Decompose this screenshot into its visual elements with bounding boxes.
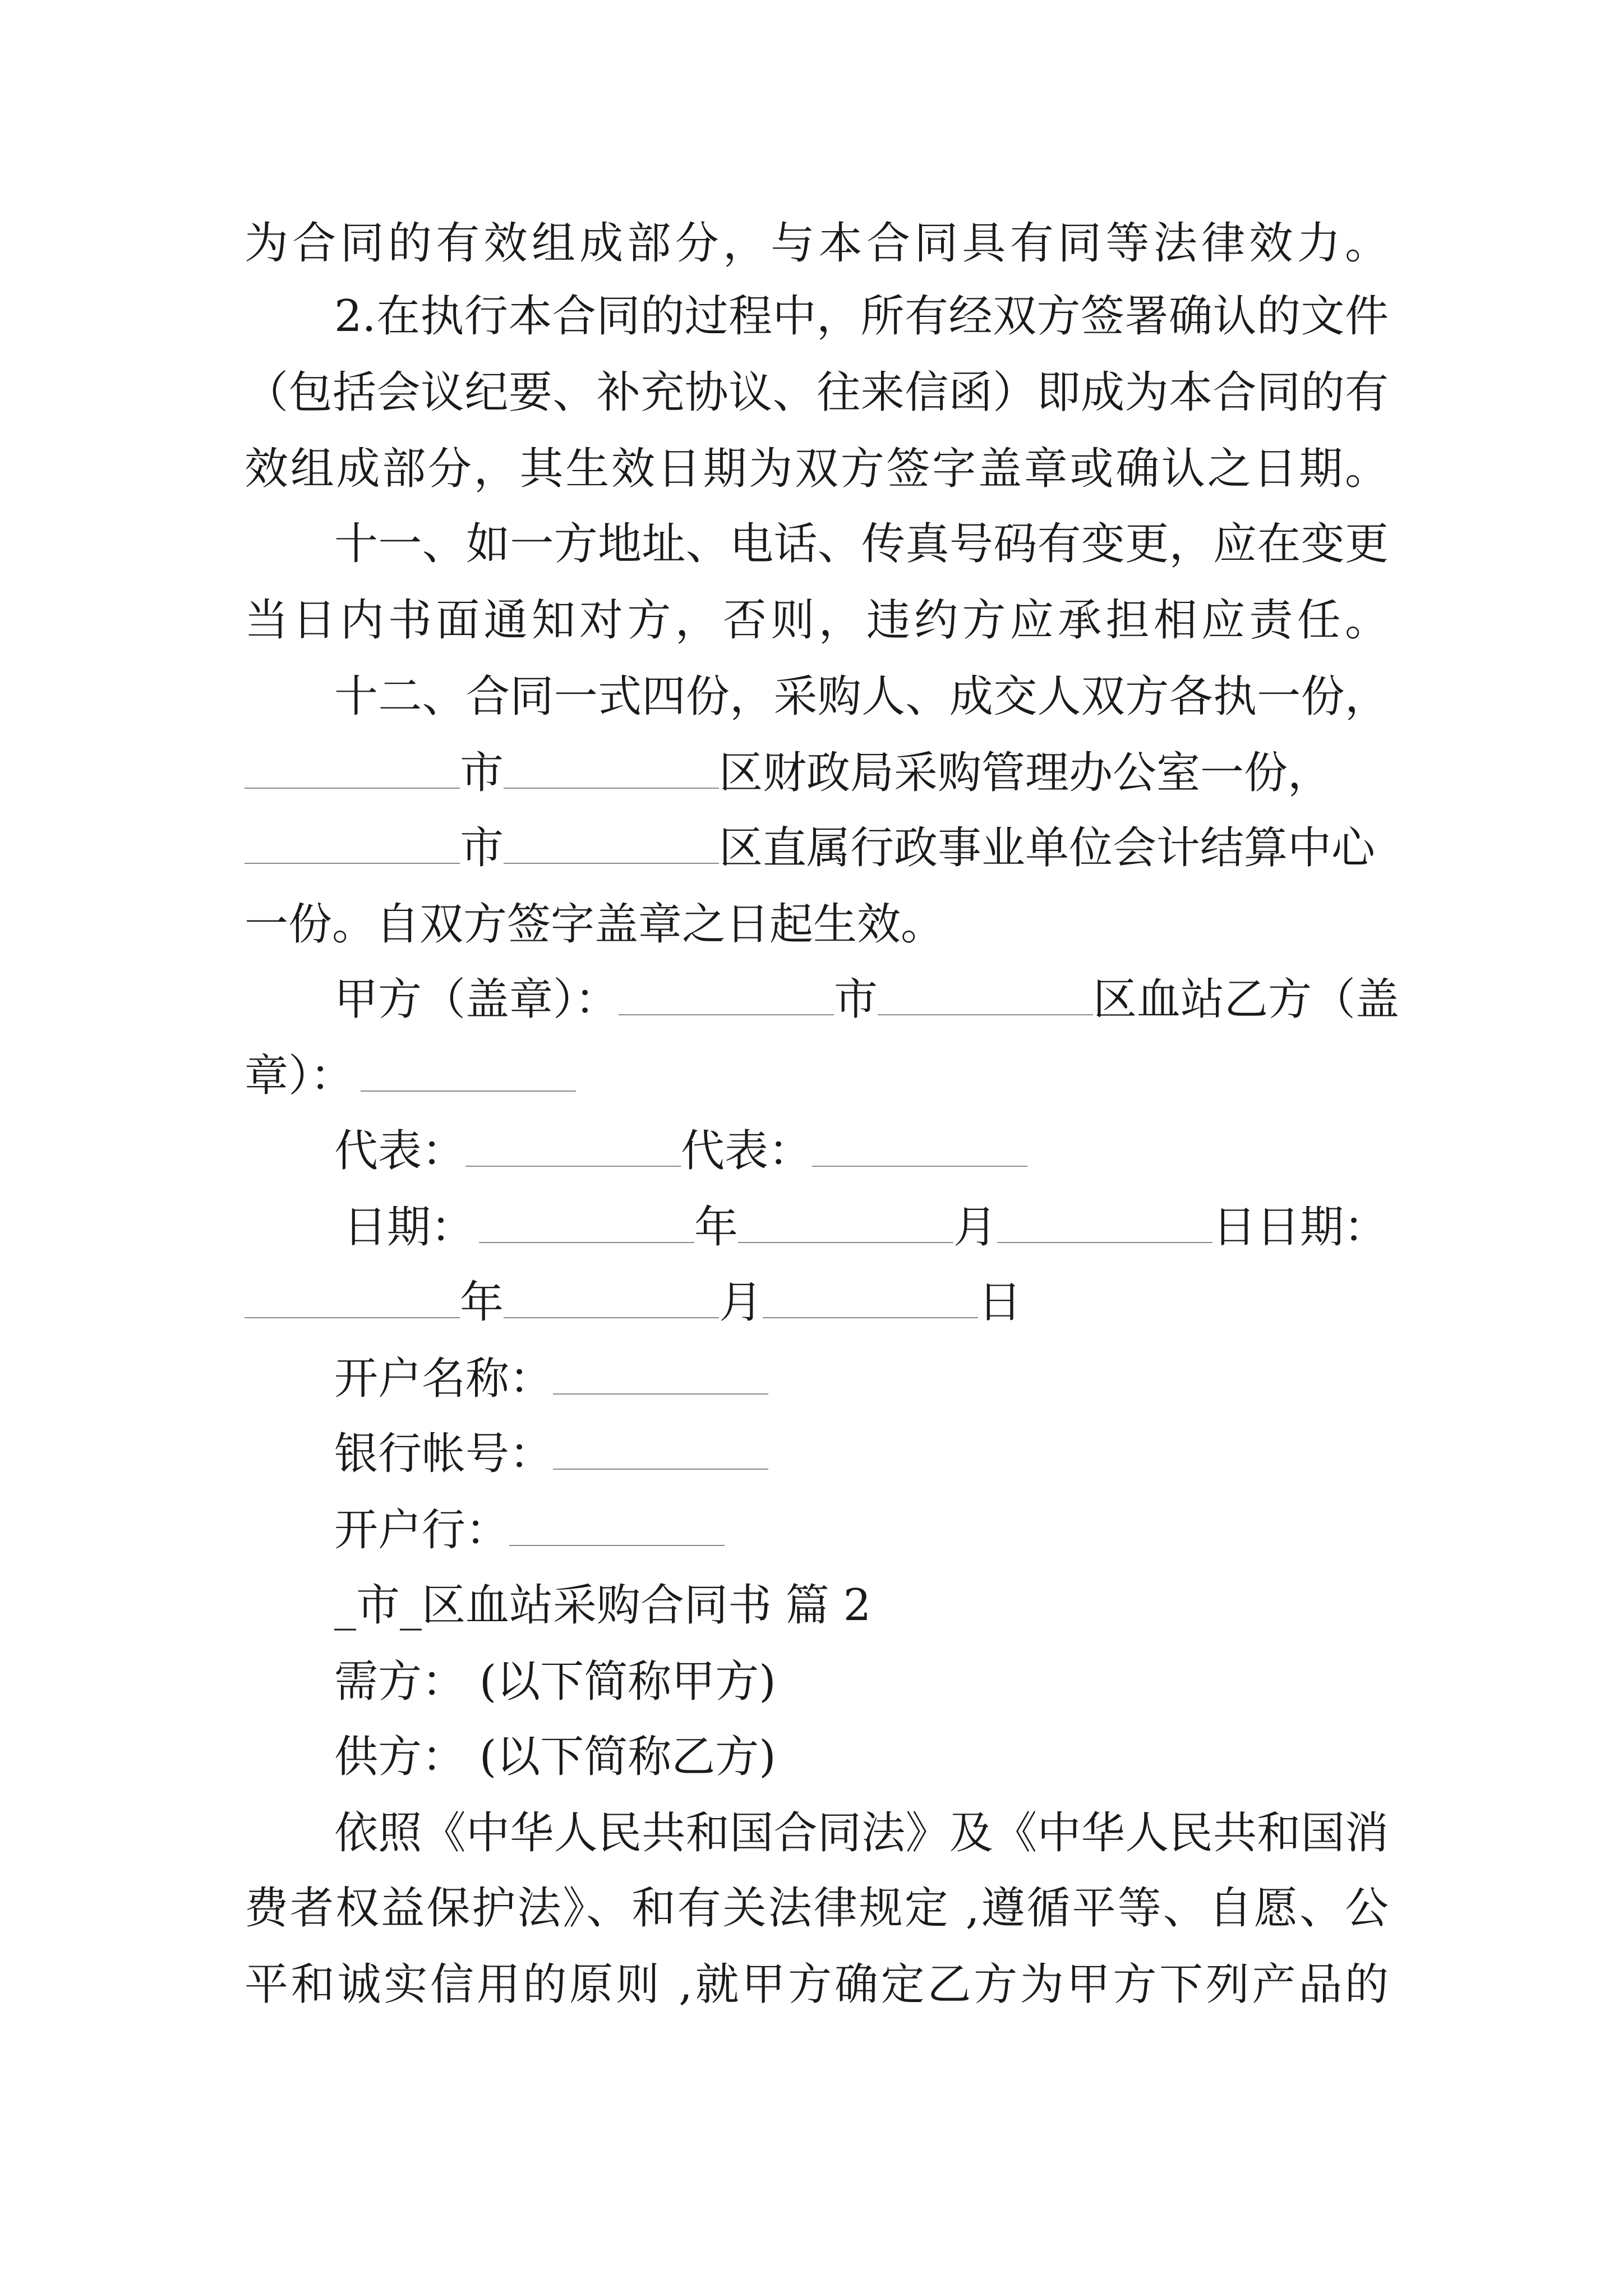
blank-underline <box>465 1126 681 1167</box>
effective-clause: 一份。自双方签字盖章之日起生效。 <box>245 899 945 950</box>
buyer-line: 需方： (以下简称甲方) <box>334 1657 776 1707</box>
blank-underline <box>878 975 1093 1015</box>
paragraph-line: 为合同的有效组成部分，与本合同具有同等法律效力。 <box>245 218 1389 269</box>
seal-label: 章）： <box>245 1051 354 1101</box>
paragraph-line: 当日内书面通知对方，否则，违约方应承担相应责任。 <box>245 595 1389 646</box>
blank-underline <box>763 1278 978 1318</box>
paragraph-line: 费者权益保护法》、和有关法律规定 ,遵循平等、自愿、公 <box>245 1883 1389 1934</box>
day-label: 日 <box>978 1277 1022 1328</box>
account-number-line <box>334 1420 1389 1488</box>
blank-underline <box>479 1203 694 1243</box>
blank-underline <box>245 1278 460 1318</box>
blank-underline <box>553 1429 768 1470</box>
signature-party-line <box>334 966 1400 1033</box>
blank-underline <box>997 1203 1212 1243</box>
date-line <box>343 1194 1389 1261</box>
copy-recipient: 区财政局采购管理办公室一份， <box>719 748 1332 798</box>
city-label: 市 <box>834 974 878 1025</box>
party-b-label: 区血站乙方（盖 <box>1093 974 1400 1025</box>
blank-underline <box>504 823 719 864</box>
paragraph-line: 依照《中华人民共和国合同法》及《中华人民共和国消 <box>334 1808 1389 1858</box>
supplier-line: 供方： (以下简称乙方) <box>334 1732 776 1782</box>
account-number-label: 银行帐号： <box>334 1429 554 1479</box>
city-label: 市 <box>460 748 504 798</box>
account-name-line <box>334 1345 1389 1412</box>
paragraph-line: 效组成部分，其生效日期为双方签字盖章或确认之日期。 <box>245 444 1389 494</box>
paragraph-line: （包括会议纪要、补充协议、往来信函）即成为本合同的有 <box>245 367 1389 418</box>
blank-underline <box>245 748 460 789</box>
paragraph-line: 十二、合同一式四份，采购人、成交人双方各执一份， <box>334 671 1389 722</box>
year-label: 年 <box>460 1277 504 1328</box>
blank-underline <box>504 1278 719 1318</box>
blank-underline <box>812 1126 1027 1167</box>
bank-branch-line <box>334 1497 1389 1564</box>
blank-underline <box>509 1506 725 1546</box>
representative-line <box>334 1117 1389 1185</box>
blank-underline <box>553 1354 768 1395</box>
date-label: 日期： <box>343 1202 475 1253</box>
copy-line-finance-office <box>245 739 1389 807</box>
blank-underline <box>245 823 460 864</box>
blank-underline <box>361 1051 576 1092</box>
paragraph-line: 十一、如一方地址、电话、传真号码有变更，应在变更 <box>334 519 1389 569</box>
year-label: 年 <box>694 1202 739 1253</box>
paragraph-line: 2.在执行本合同的过程中，所有经双方签署确认的文件 <box>334 291 1389 342</box>
city-label: 市 <box>460 823 504 873</box>
signature-seal-line <box>245 1042 1389 1110</box>
section-title: _市_区血站采购合同书 篇 2 <box>334 1580 872 1631</box>
day-date-label: 日日期： <box>1212 1202 1388 1253</box>
bank-branch-label: 开户行： <box>334 1505 510 1556</box>
month-label: 月 <box>953 1202 998 1253</box>
month-label: 月 <box>719 1277 763 1328</box>
copy-line-accounting-center <box>245 815 1389 882</box>
paragraph-line: 平和诚实信用的原则 ,就甲方确定乙方为甲方下列产品的 <box>245 1959 1389 2010</box>
blank-underline <box>619 975 834 1015</box>
blank-underline <box>738 1203 953 1243</box>
blank-underline <box>504 748 719 789</box>
party-a-label: 甲方（盖章）： <box>334 974 619 1025</box>
account-name-label: 开户名称： <box>334 1354 554 1404</box>
date-line-continued <box>245 1269 1389 1336</box>
copy-recipient: 区直属行政事业单位会计结算中心 <box>719 823 1376 873</box>
representative-label: 代表： <box>334 1126 466 1176</box>
representative-label: 代表： <box>681 1126 813 1176</box>
